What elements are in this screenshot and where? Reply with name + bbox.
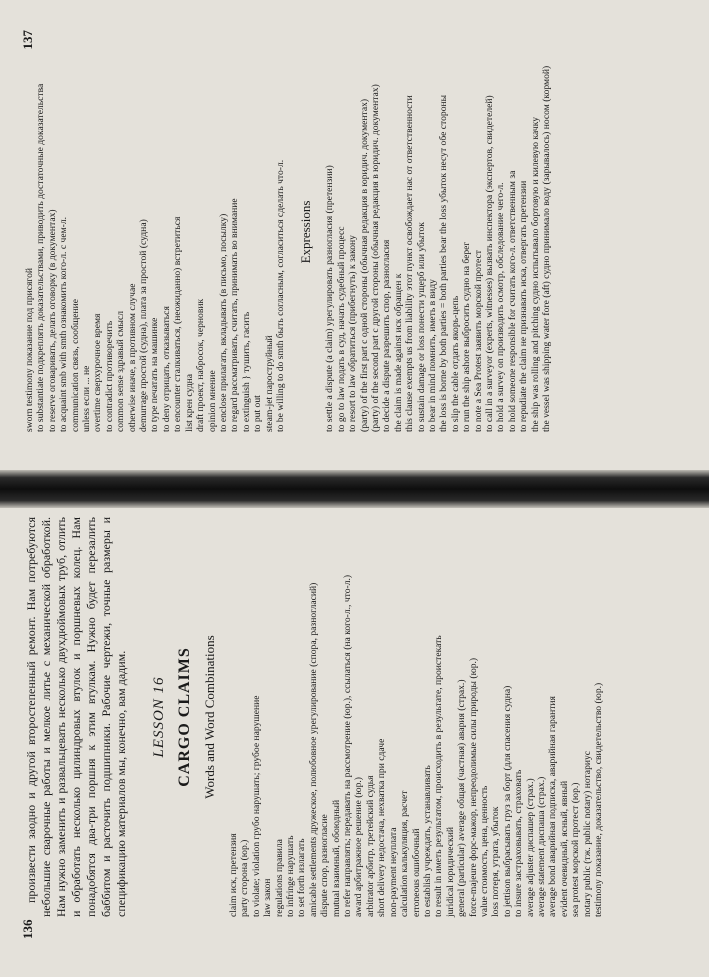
vocab-line: to refer направлять; передавать на рассмотрение (юр.), ссылаться (на кого-л., что-л.) [342, 574, 354, 917]
vocabulary-column [24, 32, 552, 432]
expression-line: to repudiate the claim не признавать иска, отвергать претензии [518, 180, 530, 432]
vocab-line: to extinguish } тушить, гасить [240, 311, 252, 432]
expression-line: to hold someone responsible for считать кого-л. ответственным за [506, 170, 518, 432]
vocab-line: mutual взаимный, обоюдный [330, 799, 342, 917]
expression-line: this clause exempts us from liability этот пункт освобождает нас от ответственности [404, 95, 416, 432]
vocab-line: to deny отрицать, отказываться [160, 306, 172, 432]
expression-line: (party) of the first part с одной стороны (обычная редакция в юридич. документах) [358, 98, 370, 432]
page-137 [16, 22, 693, 462]
vocab-line: draft проект, набросок, черновик [195, 298, 207, 432]
vocab-line: to type печатать на машинке [149, 317, 161, 432]
expression-line: the ship was rolling and pitching судно испытывало бортовую и килевую качку [529, 116, 541, 432]
vocab-line: testimony показание, доказательство, свидетельство (юр.) [593, 682, 604, 917]
vocab-line: sworn testimony показание под присягой [24, 267, 35, 432]
vocab-line: unless если ... не [81, 365, 93, 432]
vocab-line: law закон [262, 878, 274, 917]
vocab-line: to substantiate подкреплять доказательствами, приводить достаточные доказательства [35, 83, 47, 432]
vocab-line: claim иск, претензия [228, 833, 239, 917]
vocab-line: common sense здравый смысл [115, 310, 127, 432]
vocab-line: to be willing to do smth быть согласным, согласиться сделать что-л. [274, 159, 286, 432]
vocab-line: to enclose прилагать, вкладывать (в письмо, посылку) [217, 213, 229, 432]
vocab-line: list крен судна [183, 374, 195, 432]
vocab-line: non-payment неуплата [387, 827, 399, 917]
vocab-line: amicable settlements дружеское, полюбовное урегулирование (спора, разногласий) [307, 582, 319, 917]
vocab-line: opinion мнение [206, 370, 218, 432]
lesson-title: CARGO CLAIMS [176, 647, 193, 787]
expression-line: the vessel was shipping water fore (aft) судно принимало воду (зарывалось) носом (кормой) [541, 65, 553, 432]
expression-line: to bear in mind помнить, иметь в виду [427, 279, 438, 432]
vocab-line: to contradict противоречить [103, 320, 115, 432]
vocab-line: to insure застраховывать, страховать [513, 769, 525, 917]
book-gutter [0, 470, 709, 508]
vocab-line: general (particular) average общая (частная) авария (страх.) [456, 679, 468, 917]
vocab-line: overtime сверхурочное время [92, 313, 104, 432]
page-number-137: 137 [20, 30, 35, 50]
vocab-line: average statement диспаша (страх.) [535, 776, 547, 917]
vocab-line: juridical юридический [444, 827, 456, 917]
vocab-line: force-majeure форс-мажор, непреодолимые силы природы (юр.) [467, 657, 479, 917]
page-136 [16, 507, 693, 947]
vocab-line: short delivery недостача, нехватка при сдаче [376, 738, 388, 917]
vocab-line: average bond аварийная подписка, аварийная гарантия [547, 696, 559, 917]
vocab-line: to set forth излагать [296, 838, 308, 917]
expression-line: to run the ship ashore выбросить судно на берег [461, 241, 473, 432]
lesson-column [24, 517, 604, 917]
vocab-line: erroneous ошибочный [410, 828, 422, 917]
expression-line: to decide a dispute разрешить спор, разногласия [381, 239, 393, 432]
vocab-line: notary public (тж. public notary) нотариус [581, 750, 593, 917]
vocab-line: dispute спор, разногласие [319, 814, 331, 917]
vocab-line: sea protest морской протест (юр.) [570, 782, 582, 917]
expression-line: to hold a survey on производить осмотр, обследование чего-л. [495, 182, 507, 432]
vocab-line: to violate; violation грубо нарушать; грубое нарушение [250, 695, 262, 917]
vocab-line: average adjuster диспашер (страх.) [524, 778, 536, 917]
expression-line: to settle a dispute (a claim) урегулировать разногласия (претензии) [324, 165, 336, 432]
expression-line: to sustain damage or loss понести ущерб или убыток [415, 222, 427, 432]
body-paragraph: произвести заодно и другой второстепенный ремонт. Нам потребуются небольшие сварочные работы и мелкое литье с механической обработкой. Нам нужно заменить и развальцевать несколько двухдюймовых труб, отлить и обработать несколько цилиндровых втулок и поршневых колец. Нам понадобятся два-три поршня к этим втулкам. Нужно будет перезалить баббитом и расточить подшипники. Рабочие чертежи, точные размеры и спецификацию материалов мы, конечно, вам дадим. [24, 517, 128, 917]
vocab-line: calculation калькуляция, расчет [399, 790, 411, 917]
vocab-line: award арбитражное решение (юр.) [353, 777, 365, 917]
vocab-line: to jettison выбрасывать груз за борт (для спасения судна) [501, 685, 513, 917]
vocab-line: to result in иметь результатом, происходить в результате, проистекать [433, 635, 445, 917]
vocab-line: to establish учреждать, устанавливать [421, 765, 433, 917]
vocab-line: loss потеря, утрата, убыток [490, 806, 502, 917]
vocab-line: value стоимость, цена, ценность [478, 785, 490, 917]
expression-line: to go to law подать в суд, начать судебный процесс [335, 226, 347, 432]
vocabulary-heading: Words and Word Combinations [202, 635, 217, 799]
expression-line: to note a Sea Protest заявить морской протест [472, 250, 484, 432]
vocab-line: arbitrator арбитр, третейский судья [364, 775, 376, 917]
expression-line: to slip the cable отдать якорь-цепь [449, 295, 461, 432]
vocab-line: to acquaint smb with smth ознакомить кого-л. с чем-л. [58, 216, 70, 432]
vocab-line: communication связь, сообщение [69, 298, 81, 432]
expression-line: to resort to law обратиться (прибегнуть) к закону [347, 235, 359, 432]
expressions-heading: Expressions [298, 200, 314, 264]
vocab-line: to infringe нарушать [285, 835, 297, 917]
vocab-line: regulations правила [273, 839, 285, 917]
vocab-line: demurrage простой (судна), плата за простой (судна) [138, 219, 150, 432]
expression-line: the loss is borne by both parties = both parties bear the loss убыток несут обе стороны [438, 94, 450, 432]
expression-line: to call in a surveyor (experts, witnesses) вызвать инспектора (экспертов, свидетелей) [484, 95, 496, 432]
vocab-line: to put out [252, 395, 264, 432]
vocab-line: steam-jet пароструйный [263, 335, 275, 432]
lesson-heading: LESSON 16 [151, 676, 167, 758]
expression-line: (party) of the second part с другой стороны (обычная редакция в юридич. документах) [369, 84, 381, 432]
page-number-136: 136 [20, 919, 35, 939]
vocab-line: to regard рассматривать, считать, принимать во внимание [229, 198, 241, 432]
vocab-line: evident очевидный, ясный, явный [558, 780, 570, 917]
vocab-line: otherwise иначе, в противном случае [126, 283, 138, 432]
vocab-line: party сторона (юр.) [239, 839, 251, 917]
vocab-line: to reserve оговаривать, делать оговорку (в документах) [46, 209, 58, 432]
vocab-line: to encounter сталкиваться, (неожиданно) встретиться [172, 216, 184, 432]
expression-line: the claim is made against иск обращен к [392, 273, 404, 432]
